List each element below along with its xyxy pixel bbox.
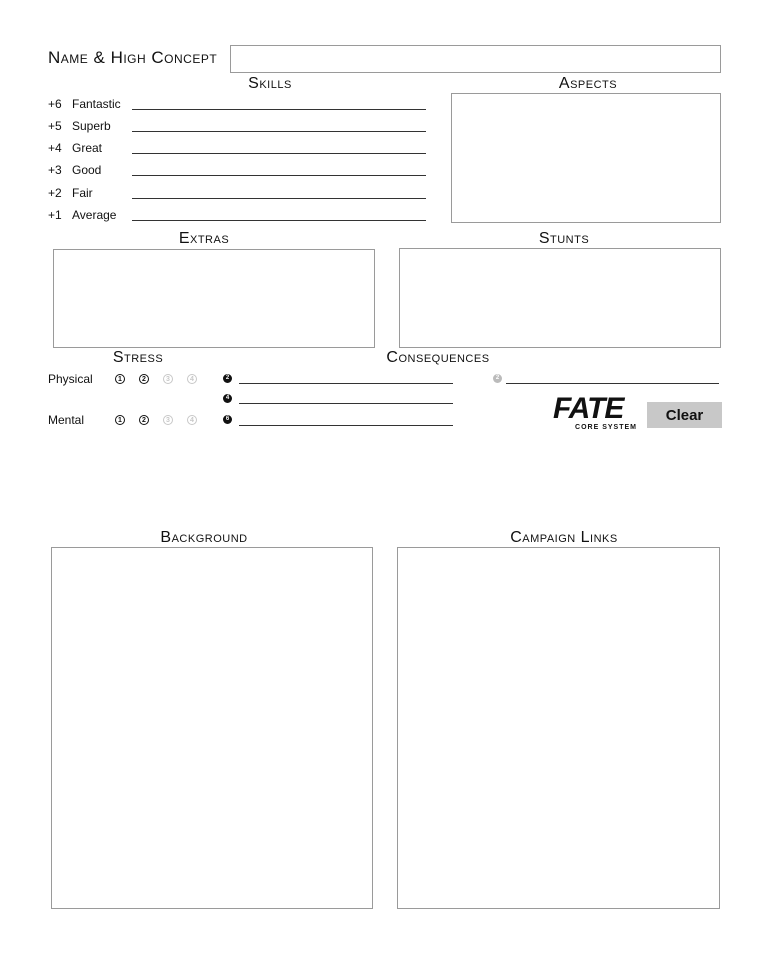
mental-stress-box-3[interactable]: 3 (163, 415, 173, 425)
consequence-field-severe[interactable] (239, 425, 453, 426)
skill-rank: +1 (48, 208, 62, 222)
consequence-badge-severe: 6 (223, 415, 232, 424)
skill-row-1 (48, 208, 132, 222)
stunts-heading: Stunts (538, 230, 590, 247)
skill-name: Fantastic (72, 97, 121, 111)
background-heading: Background (160, 529, 248, 546)
fate-logo-main: FATE (553, 392, 624, 425)
skill-row-5 (48, 119, 132, 133)
skill-rank: +2 (48, 186, 62, 200)
skill-field-fair[interactable] (132, 198, 426, 199)
physical-stress-box-1[interactable]: 1 (115, 374, 125, 384)
skill-field-superb[interactable] (132, 131, 426, 132)
consequences-heading: Consequences (386, 349, 490, 366)
consequence-badge-moderate: 4 (223, 394, 232, 403)
skill-row-2 (48, 186, 132, 200)
consequence-field-moderate[interactable] (239, 403, 453, 404)
skills-heading: Skills (248, 75, 292, 92)
physical-stress-box-4[interactable]: 4 (187, 374, 197, 384)
clear-button[interactable]: Clear (647, 402, 722, 428)
consequence-field-extra[interactable] (506, 383, 719, 384)
skill-name: Good (72, 163, 102, 177)
physical-stress-box-2[interactable]: 2 (139, 374, 149, 384)
skill-rank: +5 (48, 119, 62, 133)
mental-stress-box-4[interactable]: 4 (187, 415, 197, 425)
physical-stress-box-3[interactable]: 3 (163, 374, 173, 384)
consequence-badge-mild: 2 (223, 374, 232, 383)
skill-name: Average (72, 208, 117, 222)
skill-name: Superb (72, 119, 111, 133)
name-concept-label: Name & High Concept (48, 48, 218, 67)
stunts-field[interactable] (399, 248, 721, 348)
aspects-heading: Aspects (558, 75, 618, 92)
skill-field-great[interactable] (132, 153, 426, 154)
consequence-field-mild[interactable] (239, 383, 453, 384)
physical-stress-label: Physical (48, 372, 93, 386)
skill-rank: +4 (48, 141, 62, 155)
skill-rank: +3 (48, 163, 62, 177)
skill-field-good[interactable] (132, 175, 426, 176)
extras-heading: Extras (178, 230, 230, 247)
skill-name: Fair (72, 186, 93, 200)
skill-field-average[interactable] (132, 220, 426, 221)
fate-logo-sub: CORE SYSTEM (575, 424, 637, 431)
skill-row-6 (48, 97, 132, 111)
skill-field-fantastic[interactable] (132, 109, 426, 110)
skill-rank: +6 (48, 97, 62, 111)
mental-stress-label: Mental (48, 413, 85, 427)
skill-row-3 (48, 163, 132, 177)
extras-field[interactable] (53, 249, 375, 348)
name-concept-input[interactable] (230, 45, 721, 73)
stress-heading: Stress (112, 349, 164, 366)
skill-name: Great (72, 141, 103, 155)
fate-logo (553, 394, 637, 434)
consequence-badge-extra: 2 (493, 374, 502, 383)
aspects-field[interactable] (451, 93, 721, 223)
mental-stress-box-2[interactable]: 2 (139, 415, 149, 425)
campaign-links-heading: Campaign Links (510, 529, 618, 546)
skill-row-4 (48, 141, 132, 155)
background-field[interactable] (51, 547, 373, 909)
mental-stress-box-1[interactable]: 1 (115, 415, 125, 425)
campaign-links-field[interactable] (397, 547, 720, 909)
